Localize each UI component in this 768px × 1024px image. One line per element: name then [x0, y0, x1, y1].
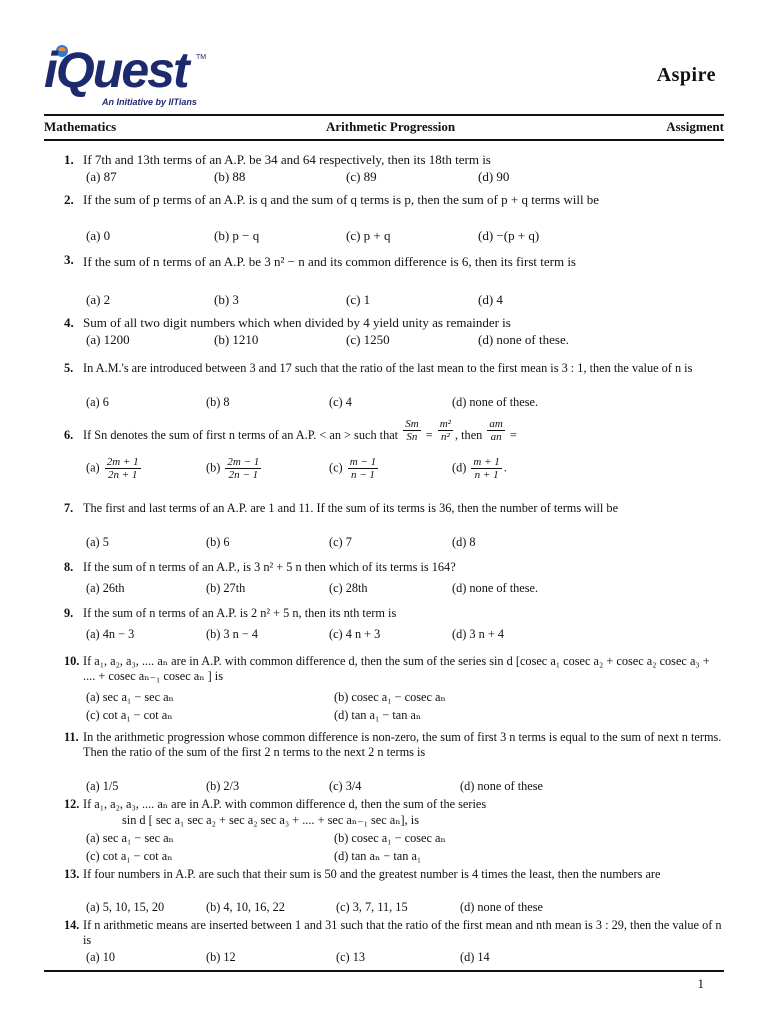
option-c: (c) p + q — [346, 228, 391, 243]
question-stem: If n arithmetic means are inserted between 1 and 31 such that the ratio of the first mean and nth mean is 3 : 29, then the value of n is — [83, 918, 722, 947]
question-number: 2. — [64, 192, 74, 207]
option-a: (a) $\frac{2m + 1}{2n + 1}$ — [86, 456, 139, 481]
question-number: 5. — [64, 361, 74, 375]
question-number: 11. — [64, 730, 79, 744]
option-a: (a) 87 — [86, 169, 117, 184]
question-stem: If the sum of n terms of an A.P. is 2 n² + 5 n, then its nth term is — [83, 606, 397, 620]
option-a: (a) 5, 10, 15, 20 — [86, 900, 165, 914]
option-c: (c) 1 — [346, 292, 371, 307]
sheet-type-label: Assigment — [666, 119, 724, 134]
option-c: (c) cot a₁ − cot aₙ — [86, 849, 173, 863]
question-stem: Sum of all two digit numbers which when divided by 4 yield unity as remainder is — [83, 315, 511, 330]
option-a: (a) 1/5 — [86, 779, 119, 793]
option-b: (b) 8 — [206, 395, 230, 409]
option-d: (d) $\frac{m + 1}{n + 1}$ . — [452, 456, 507, 481]
question-number: 6. — [64, 428, 74, 442]
header-rule-top — [44, 114, 724, 116]
option-b: (b) 3 — [214, 292, 239, 307]
question-11 — [64, 730, 724, 794]
option-a: (a) 1200 — [86, 332, 130, 347]
question-12 — [64, 797, 724, 867]
option-d: (d) none of these. — [452, 395, 539, 409]
question-stem-series: sin d [ sec a₁ sec a₂ + sec a₂ sec a₃ + .... + sec aₙ₋₁ sec aₙ], is — [122, 813, 419, 827]
option-d: (d) 14 — [460, 950, 490, 964]
question-number: 12. — [64, 797, 80, 811]
logo-wordmark: iQuest — [44, 42, 188, 98]
question-number: 8. — [64, 560, 74, 574]
option-a: (a) sec a₁ − sec aₙ — [86, 690, 174, 704]
option-d: (d) 4 — [478, 292, 503, 307]
topic-label: Arithmetic Progression — [326, 119, 456, 134]
question-8 — [64, 560, 724, 596]
option-a: (a) sec a₁ − sec aₙ — [86, 831, 174, 845]
option-c: (c) 28th — [329, 581, 368, 595]
question-2 — [64, 192, 724, 244]
option-a: (a) 10 — [86, 950, 116, 964]
page-number: 1 — [697, 976, 704, 991]
option-b: (b) 6 — [206, 535, 230, 549]
logo-trademark: TM — [196, 54, 207, 61]
question-5 — [64, 361, 724, 413]
question-stem: If four numbers in A.P. are such that their sum is 50 and the greatest number is 4 times the least, then the numbers are — [83, 867, 661, 881]
option-a: (a) 6 — [86, 395, 109, 409]
question-number: 4. — [64, 315, 74, 330]
question-7 — [64, 501, 724, 551]
subheader-bar — [44, 119, 724, 137]
question-stem: The first and last terms of an A.P. are 1 and 11. If the sum of its terms is 36, then the number of terms will be — [83, 501, 619, 515]
option-d: (d) 3 n + 4 — [452, 627, 505, 641]
question-14 — [64, 918, 724, 968]
option-b: (b) 3 n − 4 — [206, 627, 259, 641]
option-b: (b) 12 — [206, 950, 236, 964]
question-number: 3. — [64, 252, 74, 267]
option-c: (c) 13 — [336, 950, 366, 964]
iquest-logo — [44, 40, 234, 112]
option-a: (a) 5 — [86, 535, 109, 549]
question-stem: If a₁, a₂, a₃, .... aₙ are in A.P. with common difference d, then the sum of the series — [83, 797, 487, 811]
question-number: 9. — [64, 606, 74, 620]
question-1 — [64, 152, 724, 186]
subject-label: Mathematics — [44, 119, 117, 134]
question-13 — [64, 867, 724, 917]
option-c: (c) cot a₁ − cot aₙ — [86, 708, 173, 722]
question-stem: In the arithmetic progression whose common difference is non-zero, the sum of first 3 n terms is equal to the sum of next n terms. Then the ratio of the sum of the first 2 n terms to the next 2 n terms is — [83, 730, 722, 759]
option-c: (c) 4 n + 3 — [329, 627, 381, 641]
option-a: (a) 0 — [86, 228, 111, 243]
question-stem: If Sn denotes the sum of first n terms of an A.P. < an > such that $\frac{Sm}{Sn}$ = $\frac{\text{m²}}{\text{n²}}$ , then $\frac{am}{an}$ = — [83, 417, 517, 443]
option-a: (a) 2 — [86, 292, 111, 307]
header-rule-bottom — [44, 139, 724, 141]
question-6 — [64, 418, 724, 490]
question-stem: If the sum of n terms of an A.P. be 3 n² − n and its common difference is 6, then its first term is — [83, 254, 576, 269]
option-c: (c) 89 — [346, 169, 377, 184]
option-c: (c) 3/4 — [329, 779, 362, 793]
question-stem: If the sum of n terms of an A.P., is 3 n² + 5 n then which of its terms is 164? — [83, 560, 456, 574]
option-c: (c) 7 — [329, 535, 352, 549]
option-d: (d) 8 — [452, 535, 476, 549]
option-b: (b) 2/3 — [206, 779, 240, 793]
batch-title: Aspire — [656, 64, 716, 86]
question-number: 14. — [64, 918, 80, 932]
option-d: (d) −(p + q) — [478, 228, 540, 243]
option-d: (d) none of these. — [478, 332, 569, 347]
question-number: 10. — [64, 654, 80, 668]
option-d: (d) none of these — [460, 900, 543, 914]
footer-rule — [44, 970, 724, 972]
question-stem: If the sum of p terms of an A.P. is q and the sum of q terms is p, then the sum of p + q terms will be — [83, 192, 600, 207]
option-b: (b) cosec a₁ − cosec aₙ — [334, 690, 446, 704]
question-number: 13. — [64, 867, 80, 881]
logo-tagline: An Initiative by IITians — [102, 97, 197, 107]
question-stem: In A.M.'s are introduced between 3 and 17 such that the ratio of the last mean to the first mean is 3 : 1, then the value of n is — [83, 361, 693, 375]
option-b: (b) cosec a₁ − cosec aₙ — [334, 831, 446, 845]
option-d: (d) none of these — [460, 779, 543, 793]
option-c: (c) $\frac{m - 1}{n - 1}$ — [329, 456, 377, 481]
option-b: (b) p − q — [214, 228, 260, 243]
option-a: (a) 4n − 3 — [86, 627, 135, 641]
option-d: (d) tan a₁ − tan aₙ — [334, 708, 422, 722]
option-b: (b) 88 — [214, 169, 246, 184]
question-number: 1. — [64, 152, 74, 167]
question-10 — [64, 654, 724, 726]
option-d: (d) 90 — [478, 169, 510, 184]
option-d: (d) none of these. — [452, 581, 539, 595]
option-c: (c) 4 — [329, 395, 352, 409]
option-b: (b) 1210 — [214, 332, 259, 347]
question-3 — [64, 252, 724, 308]
option-c: (c) 3, 7, 11, 15 — [336, 900, 408, 914]
option-c: (c) 1250 — [346, 332, 390, 347]
question-number: 7. — [64, 501, 74, 515]
option-d: (d) tan aₙ − tan a₁ — [334, 849, 422, 863]
option-b: (b) $\frac{2m - 1}{2n - 1}$ — [206, 456, 260, 481]
question-stem: If a₁, a₂, a₃, .... aₙ are in A.P. with common difference d, then the sum of the series sin d [cosec a₁ cosec a₂ + cosec a₂ cosec a₃ + .... + cosec aₙ₋₁ cosec aₙ ] is — [83, 654, 710, 683]
option-a: (a) 26th — [86, 581, 125, 595]
question-9 — [64, 606, 724, 642]
option-b: (b) 27th — [206, 581, 246, 595]
option-b: (b) 4, 10, 16, 22 — [206, 900, 285, 914]
question-4 — [64, 315, 724, 349]
question-stem: If 7th and 13th terms of an A.P. be 34 and 64 respectively, then its 18th term is — [83, 152, 491, 167]
